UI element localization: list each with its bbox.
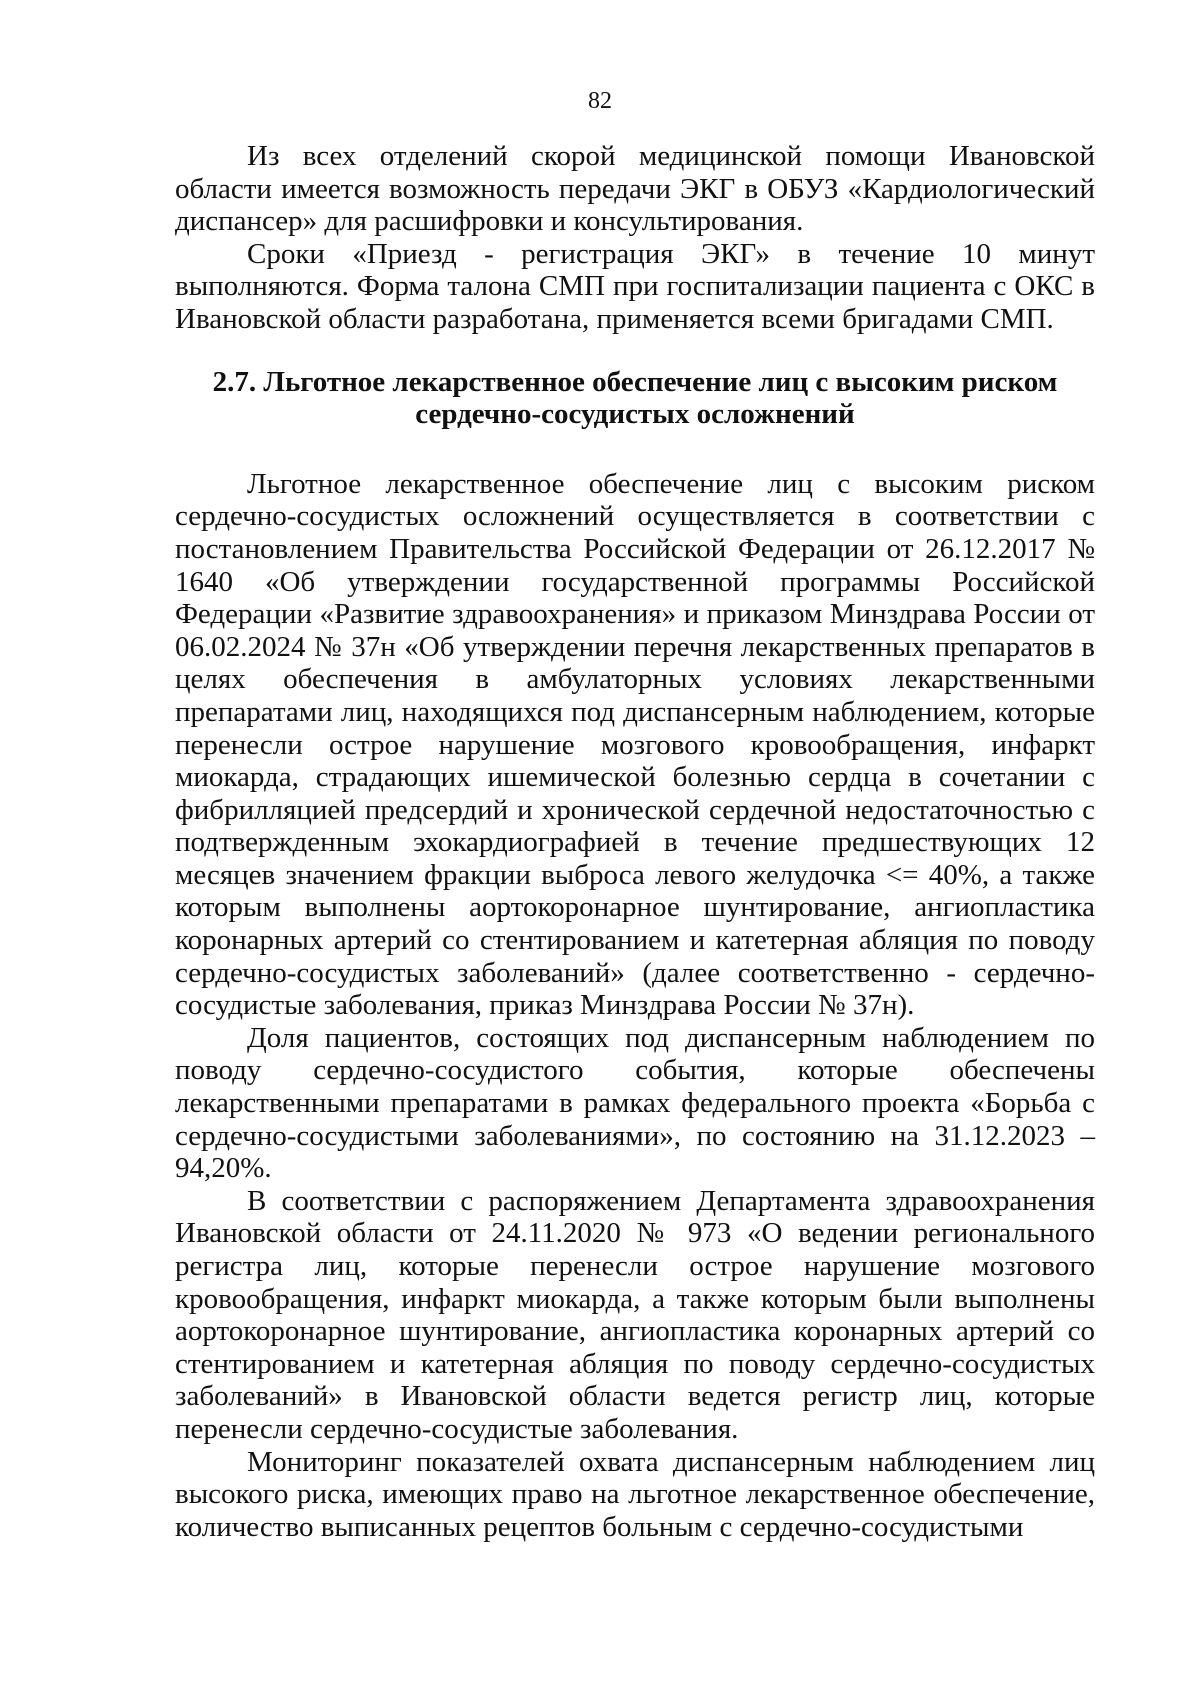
section-heading-line-2: сердечно-сосудистых осложнений: [415, 398, 855, 431]
section-heading: [175, 366, 1095, 431]
paragraph-ecg-timing: Сроки «Приезд - регистрация ЭКГ» в течение 10 минут выполняются. Форма талона СМП при госпитализации пациента с ОКС в Ивановской области разработана, применяется всеми бригадами СМП.: [175, 237, 1095, 335]
paragraph-patient-share: Доля пациентов, состоящих под диспансерным наблюдением по поводу сердечно-сосудистого события, которые обеспечены лекарственными препаратами в рамках федерального проекта «Борьба с сердечно-сосудистыми заболеваниями», по состоянию на 31.12.2023 – 94,20%.: [175, 1021, 1095, 1185]
page-number: 82: [588, 88, 612, 114]
paragraph-ecg-transmission: Из всех отделений скорой медицинской помощи Ивановской области имеется возможность передачи ЭКГ в ОБУЗ «Кардиологический диспансер» для расшифровки и консультирования.: [175, 140, 1095, 238]
paragraph-preferential-supply: Льготное лекарственное обеспечение лиц с высоким риском сердечно-сосудистых осложнений осуществляется в соответствии с постановлением Правительства Российской Федерации от 26.12.2017 № 1640 «Об утверждении государственной программы Российской Федерации «Развитие здравоохранения» и приказом Минздрава России от 06.02.2024 № 37н «Об утверждении перечня лекарственных препаратов в целях обеспечения в амбулаторных условиях лекарственными препаратами лиц, находящихся под диспансерным наблюдением, которые перенесли острое нарушение мозгового кровообращения, инфаркт миокарда, страдающих ишемической болезнью сердца в сочетании с фибрилляцией предсердий и хронической сердечной недостаточностью с подтвержденным эхокардиографией в течение предшествующих 12 месяцев значением фракции выброса левого желудочка <= 40%, а также которым выполнены аортокоронарное шунтирование, ангиопластика коронарных артерий со стентированием и катетерная абляция по поводу сердечно-сосудистых заболеваний» (далее соответственно - сердечно-сосудистые заболевания, приказ Минздрава России № 37н).: [175, 467, 1095, 1022]
document-body: [175, 140, 1095, 1543]
section-heading-line-1: 2.7. Льготное лекарственное обеспечение лиц с высоким риском: [212, 365, 1058, 398]
paragraph-regional-register: В соответствии с распоряжением Департамента здравоохранения Ивановской области от 24.11.2020 № 973 «О ведении регионального регистра лиц, которые перенесли острое нарушение мозгового кровообращения, инфаркт миокарда, а также которым были выполнены аортокоронарное шунтирование, ангиопластика коронарных артерий со стентированием и катетерная абляция по поводу сердечно-сосудистых заболеваний» в Ивановской области ведется регистр лиц, которые перенесли сердечно-сосудистые заболевания.: [175, 1184, 1095, 1445]
paragraph-monitoring: Мониторинг показателей охвата диспансерным наблюдением лиц высокого риска, имеющих право на льготное лекарственное обеспечение, количество выписанных рецептов больным с сердечно-сосудистыми: [175, 1445, 1095, 1543]
